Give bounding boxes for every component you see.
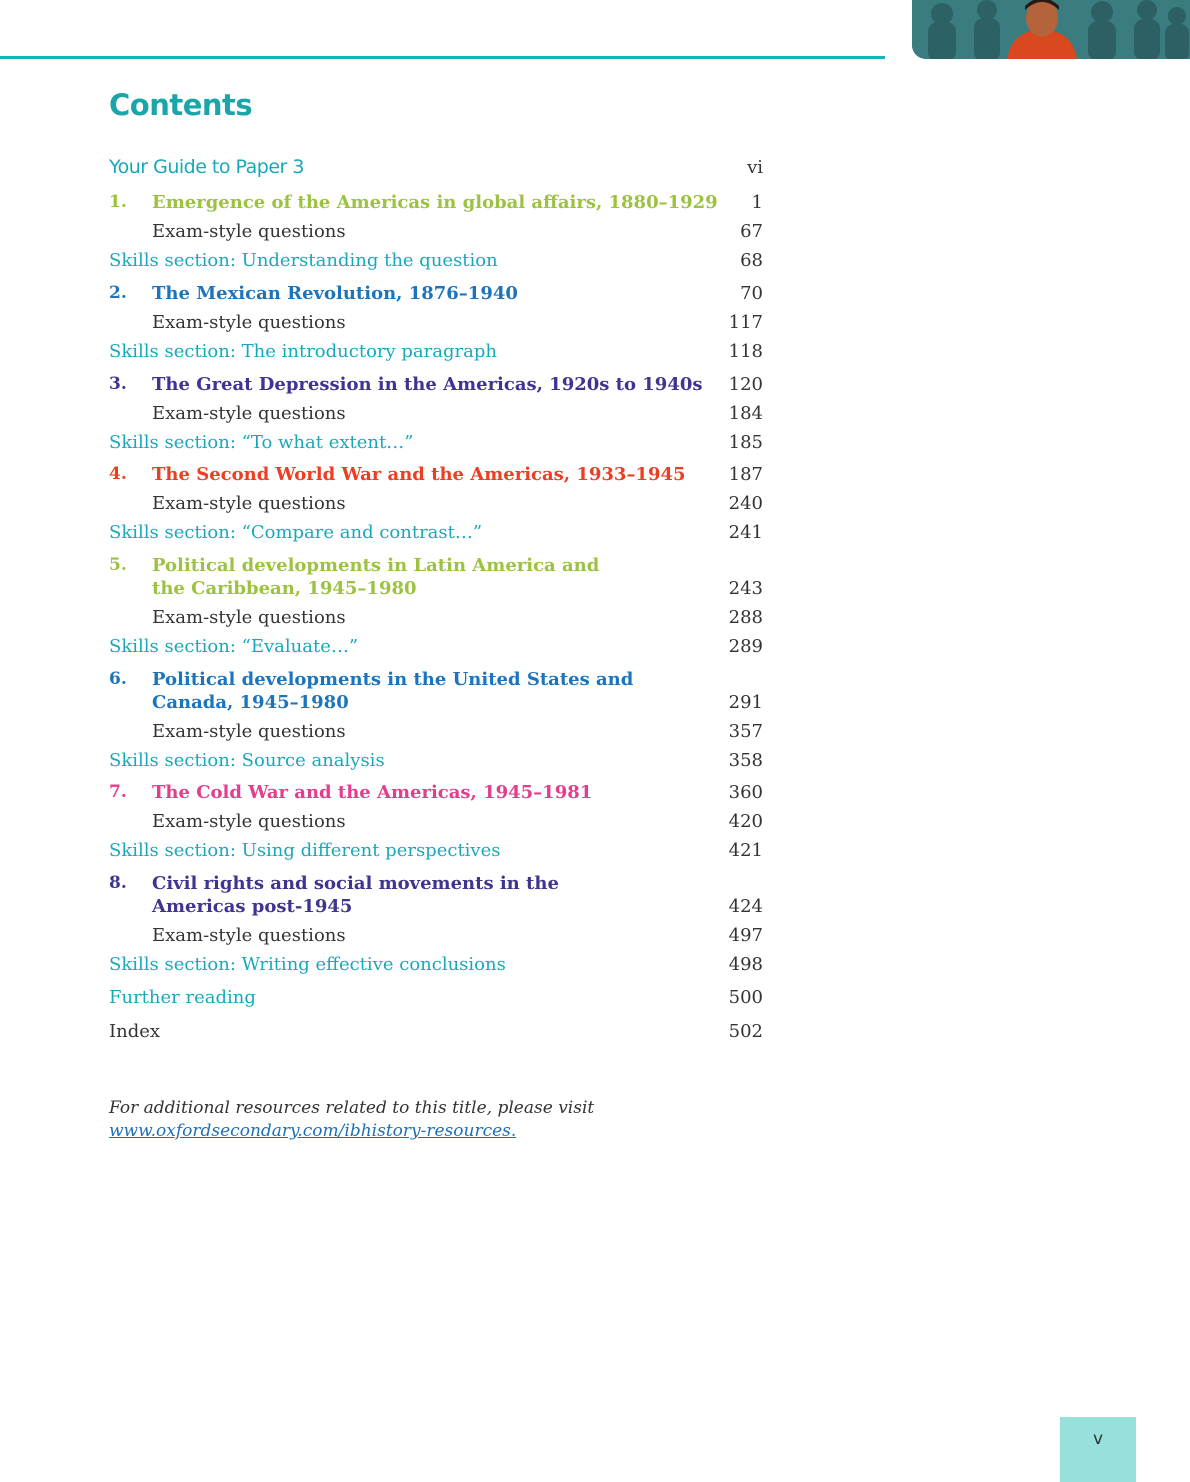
toc-page-number: 358 xyxy=(728,750,763,771)
toc-page-number: 288 xyxy=(728,607,763,628)
exam-questions-label: Exam-style questions xyxy=(152,811,346,832)
page-number: v xyxy=(1092,1429,1104,1449)
page-title: Contents xyxy=(109,88,253,122)
toc-page-number: 421 xyxy=(728,840,763,861)
skills-section-label: Skills section: Writing effective conclusions xyxy=(109,954,506,975)
chapter-number: 3. xyxy=(109,374,127,394)
chapter-number: 5. xyxy=(109,555,127,575)
toc-guide-title: Your Guide to Paper 3 xyxy=(109,156,304,178)
chapter-number: 7. xyxy=(109,782,127,802)
page-number-tab xyxy=(1060,1417,1136,1482)
skills-section-label: Skills section: Using different perspectives xyxy=(109,840,501,861)
chapter-title xyxy=(152,668,633,714)
exam-questions-label: Exam-style questions xyxy=(152,607,346,628)
toc-page-number: 184 xyxy=(728,403,763,424)
chapter-title-line: Political developments in the United States and xyxy=(152,669,634,690)
toc-page-number: 241 xyxy=(728,522,763,543)
chapter-title-line: Civil rights and social movements in the xyxy=(152,873,559,894)
chapter-number: 6. xyxy=(109,669,127,689)
resources-note xyxy=(109,1097,594,1143)
chapter-title-line: Americas post-1945 xyxy=(152,896,353,917)
toc-page-number: 502 xyxy=(728,1021,763,1042)
chapter-title-line: the Caribbean, 1945–1980 xyxy=(152,578,417,599)
skills-section-label: Skills section: Understanding the question xyxy=(109,250,498,271)
chapter-title-line: The Great Depression in the Americas, 1920s to 1940s xyxy=(152,374,703,395)
resources-link[interactable]: www.oxfordsecondary.com/ibhistory-resources. xyxy=(109,1121,517,1141)
chapter-title-line: The Cold War and the Americas, 1945–1981 xyxy=(152,782,593,803)
exam-questions-label: Exam-style questions xyxy=(152,312,346,333)
chapter-number: 1. xyxy=(109,192,127,212)
chapter-title xyxy=(152,781,592,804)
chapter-number: 4. xyxy=(109,464,127,484)
chapter-title-line: Emergence of the Americas in global affairs, 1880–1929 xyxy=(152,192,718,213)
exam-questions-label: Exam-style questions xyxy=(152,721,346,742)
chapter-number: 8. xyxy=(109,873,127,893)
toc-page-number: 500 xyxy=(728,987,763,1008)
toc-page-number: 120 xyxy=(728,374,763,395)
toc-page-number: 67 xyxy=(740,221,763,242)
skills-section-label: Skills section: The introductory paragraph xyxy=(109,341,497,362)
further-reading-label: Further reading xyxy=(109,987,256,1008)
skills-section-label: Skills section: Source analysis xyxy=(109,750,385,771)
toc-page-number: 185 xyxy=(728,432,763,453)
toc-page-number: 291 xyxy=(728,692,763,713)
toc-page-number: 497 xyxy=(728,925,763,946)
chapter-title xyxy=(152,282,518,305)
toc-page-number: 289 xyxy=(728,636,763,657)
chapter-title xyxy=(152,373,703,396)
chapter-title-line: The Mexican Revolution, 1876–1940 xyxy=(152,283,518,304)
toc-page-number: 118 xyxy=(728,341,763,362)
skills-section-label: Skills section: “Compare and contrast…” xyxy=(109,522,483,543)
toc-page-number: 240 xyxy=(728,493,763,514)
toc-page-number: 498 xyxy=(728,954,763,975)
exam-questions-label: Exam-style questions xyxy=(152,403,346,424)
toc-page-number: 1 xyxy=(751,192,763,213)
toc-page-number: 187 xyxy=(728,464,763,485)
skills-section-label: Skills section: “Evaluate…” xyxy=(109,636,359,657)
toc-page-number: vi xyxy=(747,157,763,178)
toc-page-number: 70 xyxy=(740,283,763,304)
chapter-title xyxy=(152,554,599,600)
chapter-title xyxy=(152,463,686,486)
header-photo xyxy=(912,0,1190,59)
toc-page-number: 243 xyxy=(728,578,763,599)
header-rule xyxy=(0,56,885,59)
chapter-title-line: Canada, 1945–1980 xyxy=(152,692,349,713)
index-label: Index xyxy=(109,1021,161,1042)
resources-note-text: For additional resources related to this title, please visit xyxy=(109,1098,595,1118)
toc-page-number: 117 xyxy=(728,312,763,333)
chapter-title-line: The Second World War and the Americas, 1933–1945 xyxy=(152,464,686,485)
toc-page-number: 357 xyxy=(728,721,763,742)
chapter-title xyxy=(152,872,559,918)
exam-questions-label: Exam-style questions xyxy=(152,493,346,514)
toc-page-number: 360 xyxy=(728,782,763,803)
chapter-title xyxy=(152,191,718,214)
toc-page-number: 424 xyxy=(728,896,763,917)
toc-page-number: 420 xyxy=(728,811,763,832)
exam-questions-label: Exam-style questions xyxy=(152,925,346,946)
toc-page-number: 68 xyxy=(740,250,763,271)
chapter-number: 2. xyxy=(109,283,127,303)
chapter-title-line: Political developments in Latin America and xyxy=(152,555,600,576)
exam-questions-label: Exam-style questions xyxy=(152,221,346,242)
skills-section-label: Skills section: “To what extent…” xyxy=(109,432,414,453)
